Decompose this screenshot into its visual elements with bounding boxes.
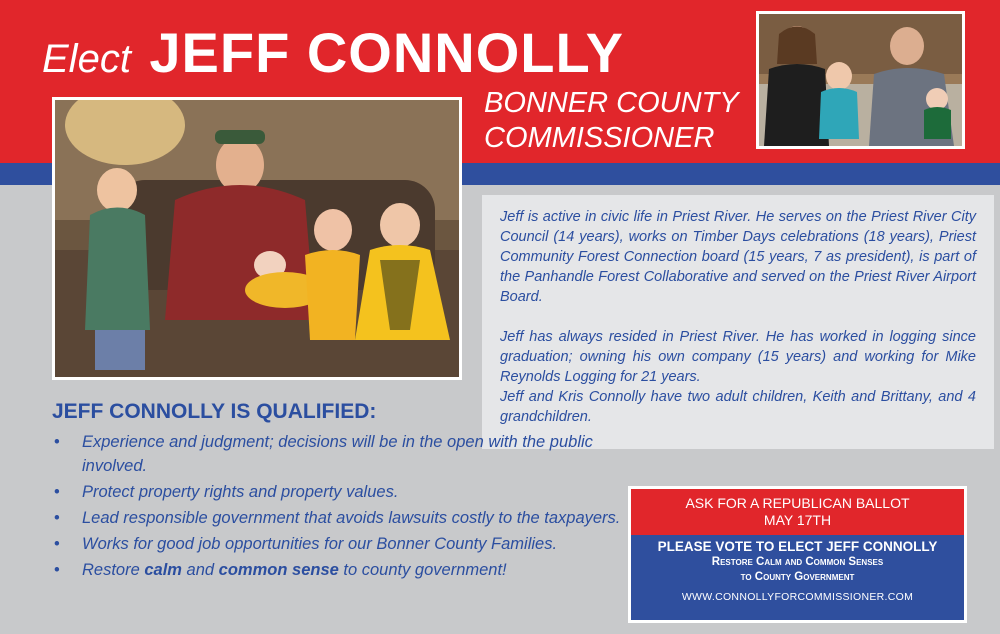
list-item: [52, 532, 622, 556]
ballot-ask-panel: [631, 489, 964, 535]
list-item: [52, 506, 622, 530]
bio-paragraph-1: Jeff is active in civic life in Priest River. He serves on the Priest River City Council (14 years), works on Timber Days celebrations (18 years), Priest Community Forest Connection board (15 years, 7 as president), is part of the Panhandle Forest Collaborative and served on the Priest River Airport Board.: [500, 209, 976, 305]
office-line-2: COMMISSIONER: [484, 122, 715, 154]
grandparents-photo: [756, 11, 965, 149]
bullet: •: [54, 561, 60, 579]
website-link[interactable]: WWW.CONNOLLYFORCOMMISSIONER.COM: [681, 591, 914, 603]
list-item: [52, 480, 622, 504]
qualification-text-mid: and: [181, 561, 219, 579]
office-title: [484, 86, 739, 156]
bullet: •: [54, 535, 60, 553]
ballot-vote-panel: [631, 535, 964, 620]
page-title: [42, 20, 624, 85]
bio-box: [482, 195, 994, 449]
bullet: •: [54, 509, 60, 527]
bullet: •: [54, 433, 60, 451]
vote-line: PLEASE VOTE TO ELECT JEFF CONNOLLY: [657, 539, 938, 554]
ballot-box: [628, 486, 967, 623]
qualification-text: Protect property rights and property values.: [82, 483, 399, 501]
qualifications-list: [52, 430, 622, 584]
restore-line-1: Restore Calm and Common Senses: [711, 556, 884, 568]
elect-word: Elect: [42, 37, 131, 81]
list-item: [52, 558, 622, 582]
family-photo: [52, 97, 462, 380]
emphasis-common-sense: common sense: [218, 561, 339, 579]
bio-paragraph-2: Jeff has always resided in Priest River. He has worked in logging since graduation; owning his own company (15 years) and working for Mike Reynolds Logging for 21 years.: [500, 329, 976, 385]
qualification-text: Experience and judgment; decisions will be in the open with the public involved.: [82, 433, 593, 475]
qualification-text-pre: Restore: [82, 561, 145, 579]
bullet: •: [54, 483, 60, 501]
list-item: [52, 430, 622, 478]
ask-line-1: ASK FOR A REPUBLICAN BALLOT: [685, 495, 910, 511]
emphasis-calm: calm: [144, 561, 182, 579]
ask-line-2: MAY 17TH: [763, 512, 832, 528]
qualification-text: Lead responsible government that avoids lawsuits costly to the taxpayers.: [82, 509, 621, 527]
candidate-name: JEFF CONNOLLY: [149, 21, 624, 84]
restore-line-2: to County Government: [740, 571, 855, 583]
bio-paragraph-3: Jeff and Kris Connolly have two adult children, Keith and Brittany, and 4 grandchildren.: [500, 389, 976, 425]
qualification-text: Works for good job opportunities for our Bonner County Families.: [82, 535, 558, 553]
qualification-text-post: to county government!: [338, 561, 507, 579]
office-line-1: BONNER COUNTY: [484, 87, 739, 119]
qualifications-heading: JEFF CONNOLLY IS QUALIFIED:: [52, 400, 377, 423]
